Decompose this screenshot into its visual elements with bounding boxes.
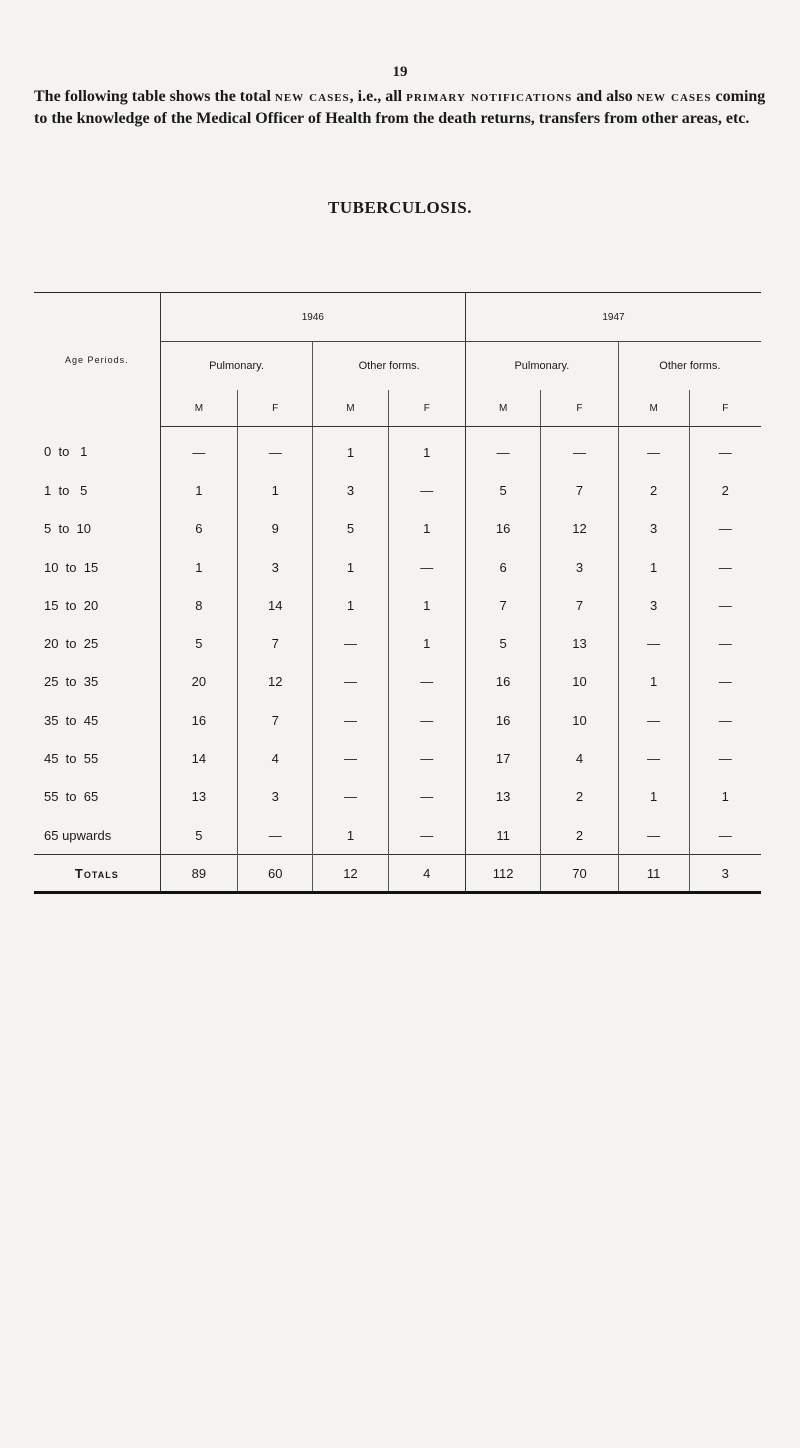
count-cell: — [618, 816, 689, 855]
table-heading: TUBERCULOSIS. [328, 198, 472, 217]
count-cell: 1 [160, 548, 237, 586]
count-cell: 10 [541, 663, 618, 701]
tuberculosis-table [34, 292, 761, 894]
count-cell: 1 [388, 427, 465, 472]
intro-text-1: The following table shows the total [34, 88, 275, 105]
count-cell: 10 [541, 701, 618, 739]
intro-smallcaps-2: primary notifications [406, 88, 573, 105]
count-cell: — [313, 778, 388, 816]
count-cell: 3 [541, 548, 618, 586]
count-cell: — [160, 427, 237, 472]
age-period-cell: 0 to 1 [34, 427, 160, 472]
total-cell: 112 [466, 855, 541, 893]
count-cell: 7 [541, 586, 618, 624]
count-cell: — [618, 701, 689, 739]
table-row [34, 548, 761, 586]
count-cell: 4 [541, 739, 618, 777]
count-cell: 3 [618, 586, 689, 624]
count-cell: 1 [313, 548, 388, 586]
count-cell: 1 [313, 427, 388, 472]
table-row [34, 778, 761, 816]
count-cell: — [313, 663, 388, 701]
count-cell: — [618, 739, 689, 777]
count-cell: 1 [721, 789, 729, 805]
intro-smallcaps-1: new cases [274, 88, 350, 105]
count-cell: — [718, 521, 732, 537]
count-cell: 13 [541, 624, 618, 662]
count-cell: 5 [466, 624, 541, 662]
count-cell: 1 [160, 471, 237, 509]
count-cell: 16 [466, 663, 541, 701]
count-cell: — [718, 712, 732, 728]
count-cell: 4 [238, 739, 313, 777]
count-cell: 3 [618, 510, 689, 548]
count-cell: 12 [541, 510, 618, 548]
table-row [34, 701, 761, 739]
count-cell: 1 [388, 586, 465, 624]
count-cell: 16 [160, 701, 237, 739]
count-cell: — [718, 559, 732, 575]
count-cell: — [718, 597, 732, 613]
table-row [34, 586, 761, 624]
year-1947-header: 1947 [466, 293, 761, 342]
count-cell: 1 [238, 471, 313, 509]
count-cell: 1 [313, 816, 388, 855]
count-cell: 3 [313, 471, 388, 509]
count-cell: 3 [238, 548, 313, 586]
total-cell: 60 [238, 855, 313, 893]
count-cell: 6 [466, 548, 541, 586]
page-number: 19 [392, 64, 408, 80]
count-cell: — [238, 816, 313, 855]
sex-header: M [618, 390, 689, 427]
total-cell: 4 [388, 855, 465, 893]
age-period-cell: 5 to 10 [34, 510, 160, 548]
count-cell: 14 [238, 586, 313, 624]
sex-header: F [541, 390, 618, 427]
table-row [34, 816, 761, 855]
sex-header: M [313, 390, 388, 427]
count-cell: 16 [466, 510, 541, 548]
count-cell: 7 [238, 624, 313, 662]
other-forms-1947-header: Other forms. [659, 360, 721, 372]
count-cell: 5 [313, 510, 388, 548]
count-cell: — [466, 427, 541, 472]
count-cell: 2 [541, 778, 618, 816]
totals-row [34, 855, 761, 893]
age-period-cell: 1 to 5 [34, 471, 160, 509]
count-cell: — [388, 471, 465, 509]
table-row [34, 624, 761, 662]
count-cell: 2 [618, 471, 689, 509]
age-period-cell: 55 to 65 [34, 778, 160, 816]
count-cell: — [388, 548, 465, 586]
count-cell: 20 [160, 663, 237, 701]
count-cell: — [388, 816, 465, 855]
count-cell: 1 [388, 624, 465, 662]
count-cell: 1 [618, 548, 689, 586]
sex-header: F [238, 390, 313, 427]
age-periods-header: Age Periods. [34, 293, 160, 427]
count-cell: 13 [466, 778, 541, 816]
table-row [34, 510, 761, 548]
total-cell: 70 [541, 855, 618, 893]
totals-label: Totals [34, 855, 160, 893]
sex-header: F [388, 390, 465, 427]
count-cell: — [718, 827, 732, 843]
count-cell: 1 [388, 510, 465, 548]
table-row [34, 663, 761, 701]
count-cell: 1 [618, 778, 689, 816]
pulmonary-1947-header: Pulmonary. [466, 342, 619, 391]
count-cell: 1 [313, 586, 388, 624]
table-row [34, 471, 761, 509]
count-cell: — [618, 427, 689, 472]
intro-text-4: coming to the knowledge of the Medical Officer of Health from the death returns, transfers from other areas, etc. [34, 88, 766, 127]
count-cell: 5 [466, 471, 541, 509]
count-cell: — [718, 674, 732, 690]
intro-paragraph [34, 86, 774, 130]
intro-text-2: , i.e., all [349, 88, 407, 105]
count-cell: 3 [238, 778, 313, 816]
count-cell: 11 [466, 816, 541, 855]
count-cell: 5 [160, 816, 237, 855]
count-cell: — [313, 701, 388, 739]
count-cell: 5 [160, 624, 237, 662]
intro-text-3: and also [572, 88, 637, 105]
age-period-cell: 10 to 15 [34, 548, 160, 586]
age-period-cell: 15 to 20 [34, 586, 160, 624]
count-cell: 13 [160, 778, 237, 816]
age-period-cell: 45 to 55 [34, 739, 160, 777]
count-cell: — [388, 739, 465, 777]
count-cell: 8 [160, 586, 237, 624]
total-cell: 3 [689, 855, 761, 893]
intro-smallcaps-3: new cases [636, 88, 712, 105]
count-cell: 14 [160, 739, 237, 777]
count-cell: 6 [160, 510, 237, 548]
count-cell: 17 [466, 739, 541, 777]
age-period-cell: 35 to 45 [34, 701, 160, 739]
count-cell: 7 [541, 471, 618, 509]
total-cell: 11 [618, 855, 689, 893]
age-period-cell: 25 to 35 [34, 663, 160, 701]
count-cell: 12 [238, 663, 313, 701]
count-cell: 7 [238, 701, 313, 739]
count-cell: 2 [541, 816, 618, 855]
table-row [34, 427, 761, 472]
count-cell: — [238, 427, 313, 472]
count-cell: — [718, 444, 732, 460]
sex-header: M [466, 390, 541, 427]
age-period-cell: 20 to 25 [34, 624, 160, 662]
sex-header: M [160, 390, 237, 427]
pulmonary-1946-header: Pulmonary. [160, 342, 313, 391]
count-cell: — [313, 739, 388, 777]
count-cell: — [541, 427, 618, 472]
year-1946-header: 1946 [160, 293, 465, 342]
count-cell: 7 [466, 586, 541, 624]
count-cell: — [718, 636, 732, 652]
count-cell: — [388, 701, 465, 739]
table-row [34, 739, 761, 777]
count-cell: 2 [721, 482, 729, 498]
count-cell: — [718, 751, 732, 767]
count-cell: 16 [466, 701, 541, 739]
count-cell: — [388, 663, 465, 701]
other-forms-1946-header: Other forms. [313, 342, 466, 391]
count-cell: — [388, 778, 465, 816]
count-cell: 1 [618, 663, 689, 701]
total-cell: 89 [160, 855, 237, 893]
count-cell: 9 [238, 510, 313, 548]
count-cell: — [618, 624, 689, 662]
age-period-cell: 65 upwards [34, 816, 160, 855]
count-cell: — [313, 624, 388, 662]
sex-header: F [689, 390, 761, 427]
total-cell: 12 [313, 855, 388, 893]
